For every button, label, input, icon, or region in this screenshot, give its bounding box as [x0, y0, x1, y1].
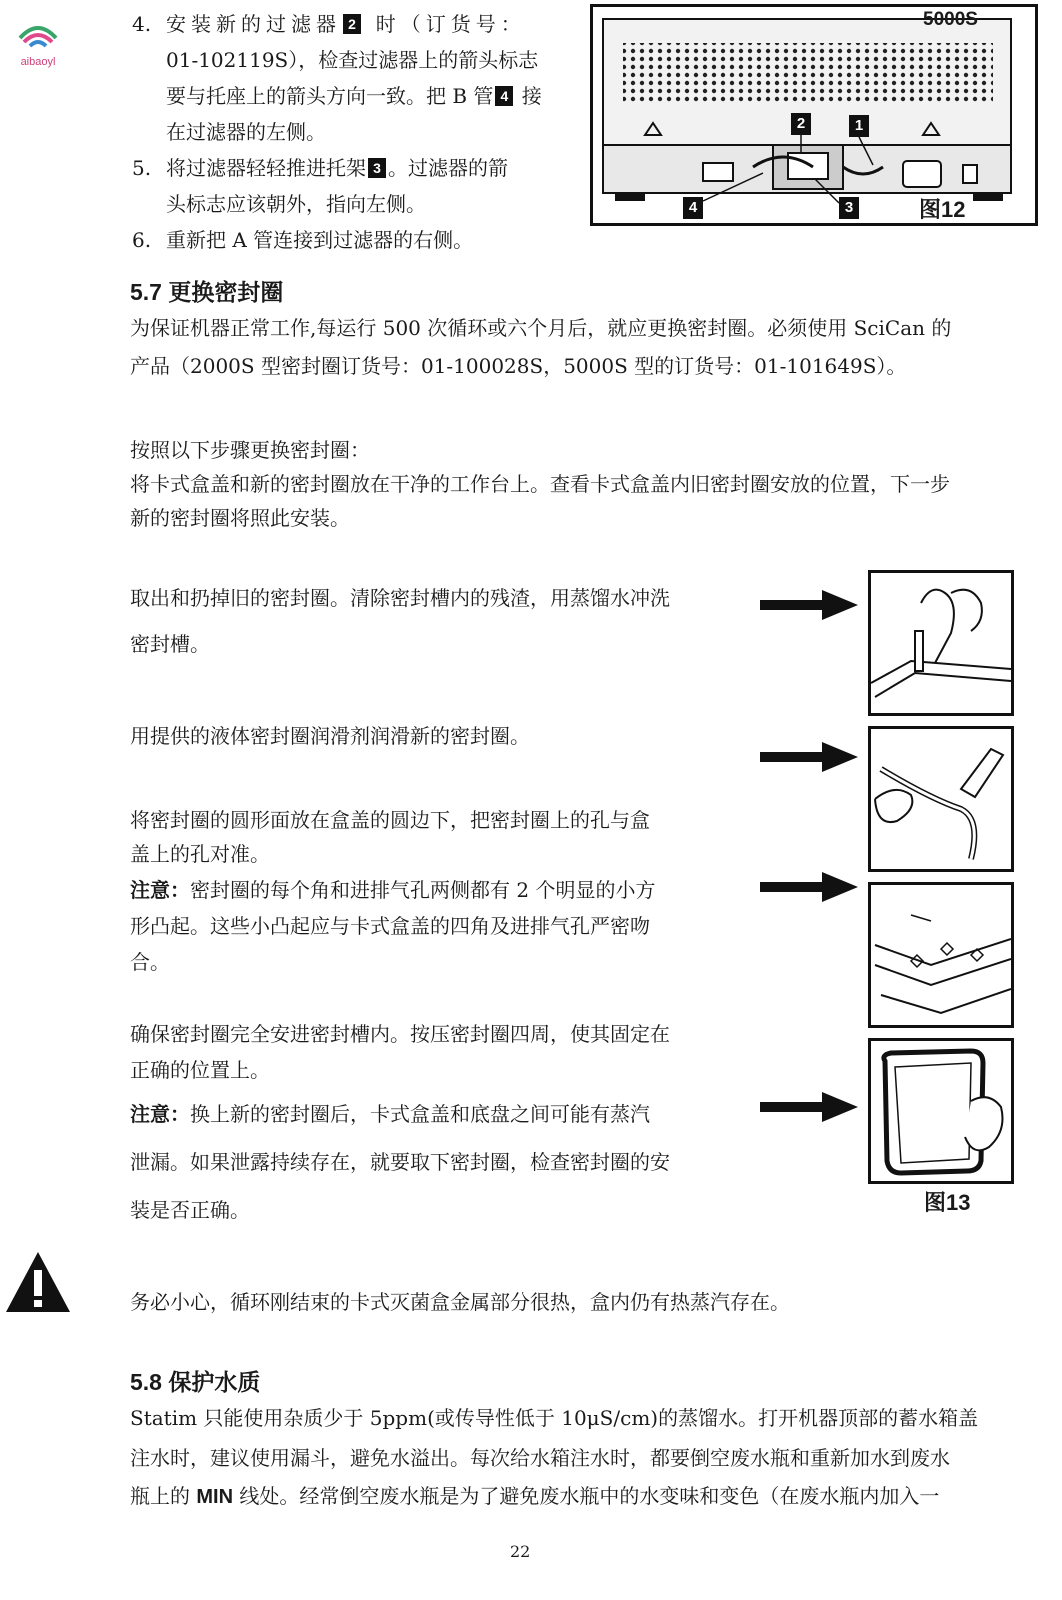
warning-text: 务必小心，循环刚结束的卡式灭菌盒金属部分很热，盒内仍有热蒸汽存在。: [130, 1290, 790, 1314]
note1-line2: 形凸起。这些小凸起应与卡式盒盖的四角及进排气孔严密吻: [130, 914, 650, 938]
step-4-line4: 在过滤器的左侧。: [166, 120, 326, 144]
note2-line2: 泄漏。如果泄露持续存在，就要取下密封圈，检查密封圈的安: [130, 1150, 670, 1174]
section-5-8-line3: 瓶上的 MIN 线处。经常倒空废水瓶是为了避免废水瓶中的水变味和变色（在废水瓶内加入一: [130, 1484, 940, 1508]
remove-line1: 取出和扔掉旧的密封圈。清除密封槽内的残渣，用蒸馏水冲洗: [130, 586, 670, 610]
step-4-line2: 01-102119S），检查过滤器上的箭头标志: [166, 48, 539, 72]
note-label: 注意：: [130, 880, 190, 902]
filter-steps: [132, 6, 572, 258]
place-line1: 将密封圈的圆形面放在盒盖的圆边下，把密封圈上的孔与盒: [130, 808, 650, 832]
place-seal-illustration: [871, 885, 1011, 1025]
figure-13-panel-place-seal: [868, 882, 1014, 1028]
place-line2: 盖上的孔对准。: [130, 842, 270, 866]
figure-13-caption: 图13: [924, 1190, 971, 1215]
press-line1: 确保密封圈完全安进密封槽内。按压密封圈四周，使其固定在: [130, 1022, 670, 1046]
autoclave-rear-diagram: [593, 7, 1035, 223]
lube-line: 用提供的液体密封圈润滑剂润滑新的密封圈。: [130, 724, 530, 748]
step-6-line1: 6. 重新把 A 管连接到过滤器的右侧。: [132, 228, 474, 252]
warning-icon: [4, 1250, 72, 1314]
model-label: 5000S: [923, 9, 978, 30]
callout-badge-4: 4: [495, 86, 513, 106]
figure-13-panel-lubricate: [868, 726, 1014, 872]
logo-text: aibaoyl: [20, 56, 56, 68]
section-5-8-line2: 注水时，建议使用漏斗，避免水溢出。每次给水箱注水时，都要倒空废水瓶和重新加水到废水: [130, 1446, 950, 1470]
note-label-2: 注意：: [130, 1104, 190, 1126]
arrow-right-icon: [760, 872, 860, 902]
section-5-8-line1: Statim 只能使用杂质少于 5ppm(或传导性低于 10μS/cm)的蒸馏水。打开机器顶部的蓄水箱盖: [130, 1406, 979, 1430]
prep-line1: 将卡式盒盖和新的密封圈放在干净的工作台上。查看卡式盒盖内旧密封圈安放的位置，下一步: [130, 472, 950, 496]
arrow-right-icon: [760, 1092, 860, 1122]
step-5-line1: 5. 将过滤器轻轻推进托架 3 。过滤器的箭: [132, 156, 508, 180]
arrow-right-icon: [760, 590, 860, 620]
figure-12-caption: 图12: [919, 197, 966, 222]
figure-12: [590, 4, 1038, 226]
page-number: 22: [510, 1542, 531, 1561]
press-seal-illustration: [871, 1041, 1011, 1181]
arrow-right-icon: [760, 742, 860, 772]
note2-line1: 注意：换上新的密封圈后，卡式盒盖和底盘之间可能有蒸汽: [130, 1102, 650, 1126]
section-5-8-title: 5.8 保护水质: [130, 1369, 261, 1395]
section-5-7-intro-line2: 产品（2000S 型密封圈订货号：01-100028S，5000S 型的订货号：01-101649S）。: [130, 354, 907, 378]
remove-line2: 密封槽。: [130, 632, 210, 656]
callout-badge-2: 2: [343, 14, 361, 34]
callout-badge-3: 3: [368, 158, 386, 178]
callout-2: 2: [796, 115, 806, 132]
callout-3: 3: [844, 199, 854, 216]
steps-label: 按照以下步骤更换密封圈：: [130, 438, 370, 462]
callout-4: 4: [688, 199, 698, 216]
step-4-line1: 4. 安装新的过滤器 2 时（订货号：: [132, 12, 526, 36]
note2-line3: 装是否正确。: [130, 1198, 250, 1222]
prep-line2: 新的密封圈将照此安装。: [130, 506, 350, 530]
figure-13-panel-press-seal: [868, 1038, 1014, 1184]
remove-seal-illustration: [871, 573, 1011, 713]
lubricate-seal-illustration: [871, 729, 1011, 869]
note1-line3: 合。: [130, 950, 170, 974]
step-4-line3: 要与托座上的箭头方向一致。把 B 管 4 接: [166, 84, 542, 108]
logo-icon: [8, 18, 68, 52]
callout-1: 1: [854, 117, 864, 134]
step-5-line2: 头标志应该朝外，指向左侧。: [166, 192, 426, 216]
figure-13-panel-remove-seal: [868, 570, 1014, 716]
section-5-7-intro-line1: 为保证机器正常工作,每运行 500 次循环或六个月后，就应更换密封圈。必须使用 SciCan 的: [130, 316, 952, 340]
note1-line1: 注意：密封圈的每个角和进排气孔两侧都有 2 个明显的小方: [130, 878, 656, 902]
company-logo: [8, 18, 68, 68]
press-line2: 正确的位置上。: [130, 1058, 270, 1082]
section-5-7-title: 5.7 更换密封圈: [130, 279, 284, 305]
